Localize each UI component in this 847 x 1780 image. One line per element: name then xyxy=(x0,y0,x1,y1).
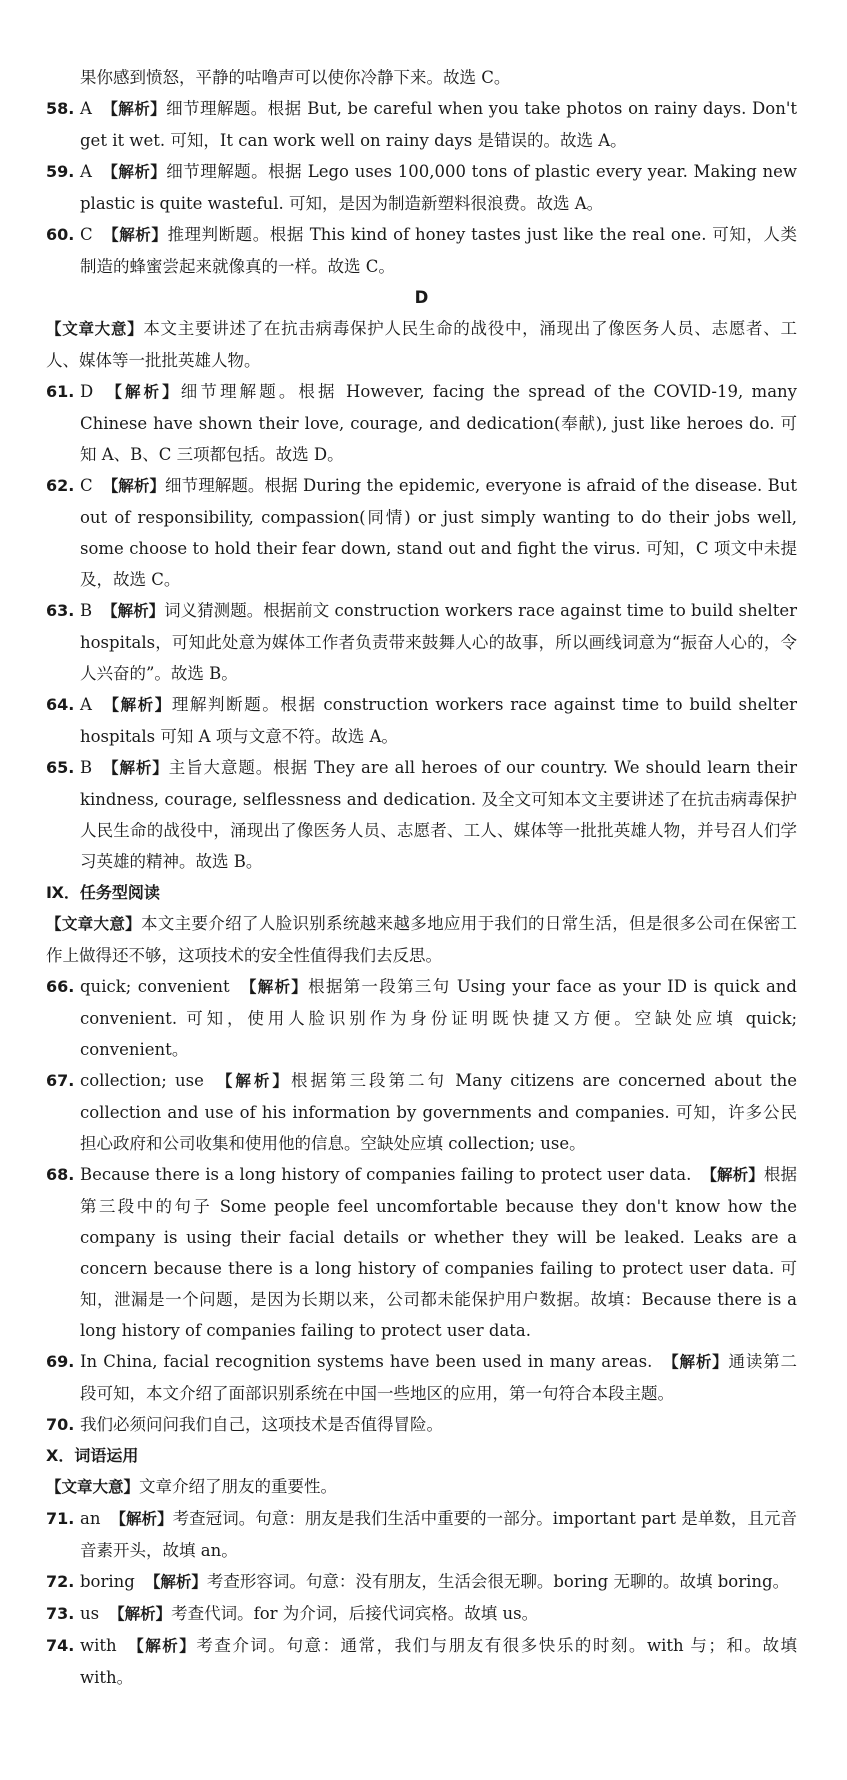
analysis-text: 考查冠词。句意：朋友是我们生活中重要的一部分。important part 是单数，且元音音素开头，故填 an。 xyxy=(80,1509,797,1560)
answer-choice: D xyxy=(80,382,94,401)
question-number: 72. xyxy=(46,1572,75,1591)
analysis-text: 考查代词。for 为介词，后接代词宾格。故填 us。 xyxy=(171,1604,539,1623)
analysis-text: 主旨大意题。根据 They are all heroes of our country. We should learn their kindness, courage, selflessness and dedication. 及全文可知本文主要讲述了在抗击病毒保护人民生命的战役中，涌现出了像医务人员、志愿者、工人、媒体等一批批英雄人物，并号召人们学习英雄的精神。故选 B。 xyxy=(80,758,797,871)
answer-entry-72 xyxy=(46,1566,797,1598)
analysis-text: 考查形容词。句意：没有朋友，生活会很无聊。boring 无聊的。故填 boring。 xyxy=(206,1572,790,1591)
question-number: 65. xyxy=(46,758,75,777)
analysis-text: 通读第二段可知，本文介绍了面部识别系统在中国一些地区的应用，第一句符合本段主题。 xyxy=(80,1352,797,1403)
answer-text: boring xyxy=(80,1572,135,1591)
answer-entry-61 xyxy=(46,376,797,470)
answer-choice: C xyxy=(80,476,93,495)
answer-entry-69 xyxy=(46,1346,797,1409)
section-x-heading: Ⅹ．词语运用 xyxy=(46,1446,139,1465)
answer-text: 我们必须问问我们自己，这项技术是否值得冒险。 xyxy=(80,1415,443,1434)
question-number: 71. xyxy=(46,1509,75,1528)
question-number: 63. xyxy=(46,601,75,620)
question-number: 74. xyxy=(46,1636,75,1655)
analysis-tag: 【解析】 xyxy=(213,1072,291,1090)
analysis-text: 理解判断题。根据 construction workers race against time to build shelter hospitals 可知 A 项与文意不符。故选 A。 xyxy=(80,695,797,746)
summary-tag: 【文章大意】 xyxy=(46,1478,140,1496)
summary-text: 本文主要介绍了人脸识别系统越来越多地应用于我们的日常生活，但是很多公司在保密工作上做得还不够，这项技术的安全性值得我们去反思。 xyxy=(46,914,797,965)
analysis-tag: 【解析】 xyxy=(126,1637,197,1655)
answer-entry-67 xyxy=(46,1065,797,1159)
analysis-tag: 【解析】 xyxy=(102,226,168,244)
analysis-tag: 【解析】 xyxy=(102,602,165,620)
answer-entry-59 xyxy=(46,156,797,219)
analysis-tag: 【解析】 xyxy=(109,1605,172,1623)
analysis-tag: 【解析】 xyxy=(102,759,169,777)
question-number: 67. xyxy=(46,1071,75,1090)
summary-text: 本文主要讲述了在抗击病毒保护人民生命的战役中，涌现出了像医务人员、志愿者、工人、媒体等一批批英雄人物。 xyxy=(46,319,797,370)
analysis-text: 细节理解题。根据 Lego uses 100,000 tons of plastic every year. Making new plastic is quite wasteful. 可知，是因为制造新塑料很浪费。故选 A。 xyxy=(80,162,797,213)
analysis-tag: 【解析】 xyxy=(662,1353,729,1371)
analysis-tag: 【解析】 xyxy=(101,163,167,181)
question-number: 62. xyxy=(46,476,75,495)
answer-text: us xyxy=(80,1604,100,1623)
answer-entry-63 xyxy=(46,595,797,689)
question-number: 73. xyxy=(46,1604,75,1623)
answer-choice: C xyxy=(80,225,93,244)
answer-text: quick; convenient xyxy=(80,977,230,996)
analysis-text: 细节理解题。根据 During the epidemic, everyone is afraid of the disease. But out of responsibility, compassion(同情) or just simply wanting to do their jobs well, some choose to hold their fear down, stand out and fight the virus. 可知，C 项文中未提及，故选 C。 xyxy=(80,476,797,589)
summary-tag: 【文章大意】 xyxy=(46,915,141,933)
analysis-tag: 【解析】 xyxy=(239,978,309,996)
analysis-text: 考查介词。句意：通常，我们与朋友有很多快乐的时刻。with 与；和。故填 with。 xyxy=(80,1636,797,1687)
answer-choice: A xyxy=(80,99,92,118)
answer-entry-74 xyxy=(46,1630,797,1693)
analysis-text: 词义猜测题。根据前文 construction workers race against time to build shelter hospitals，可知此处意为媒体工作者负责带来鼓舞人心的故事，所以画线词意为“振奋人心的，令人兴奋的”。故选 B。 xyxy=(80,601,797,683)
question-number: 68. xyxy=(46,1165,75,1184)
summary-text: 文章介绍了朋友的重要性。 xyxy=(139,1477,338,1496)
answer-entry-66 xyxy=(46,971,797,1065)
answer-text: Because there is a long history of companies failing to protect user data. xyxy=(80,1165,692,1184)
answer-entry-60 xyxy=(46,219,797,282)
question-number: 60. xyxy=(46,225,75,244)
analysis-tag: 【解析】 xyxy=(102,477,166,495)
answer-entry-73 xyxy=(46,1598,797,1630)
answer-choice: B xyxy=(80,601,93,620)
analysis-text: 根据第三段第二句 Many citizens are concerned about the collection and use of his information by governments and companies. 可知，许多公民担心政府和公司收集和使用他的信息。空缺处应填 collection; use。 xyxy=(80,1071,797,1153)
answer-text: with xyxy=(80,1636,117,1655)
answer-entry-64 xyxy=(46,689,797,752)
analysis-tag: 【解析】 xyxy=(101,100,167,118)
analysis-text: 细节理解题。根据 However, facing the spread of the COVID-19, many Chinese have shown their love, courage, and dedication(奉献), just like heroes do. 可知 A、B、C 三项都包括。故选 D。 xyxy=(80,382,797,464)
answer-entry-65 xyxy=(46,752,797,877)
answer-choice: A xyxy=(80,162,92,181)
answer-choice: A xyxy=(80,695,92,714)
answer-entry-68 xyxy=(46,1159,797,1346)
question-number: 70. xyxy=(46,1415,75,1434)
analysis-text: 根据第三段中的句子 Some people feel uncomfortable because they don't know how the company is using their facial details or whether they will be leaked. Leaks are a concern because there is a long history of companies failing to protect user data. 可知，泄漏是一个问题，是因为长期以来，公司都未能保护用户数据。故填：Because there is a long history of companies failing to protect user data. xyxy=(80,1165,797,1340)
analysis-tag: 【解析】 xyxy=(144,1573,207,1591)
answer-entry-58 xyxy=(46,93,797,156)
analysis-tag: 【解析】 xyxy=(101,696,172,714)
analysis-tag: 【解析】 xyxy=(701,1166,764,1184)
analysis-text: 细节理解题。根据 But, be careful when you take photos on rainy days. Don't get it wet. 可知，It can work well on rainy days 是错误的。故选 A。 xyxy=(80,99,797,150)
question-number: 69. xyxy=(46,1352,75,1371)
analysis-tag: 【解析】 xyxy=(103,383,181,401)
answer-text: collection; use xyxy=(80,1071,204,1090)
answer-entry-62 xyxy=(46,470,797,595)
answer-entry-70 xyxy=(46,1409,797,1440)
question-number: 66. xyxy=(46,977,75,996)
intro-continuation: 果你感到愤怒，平静的咕噜声可以使你冷静下来。故选 C。 xyxy=(80,68,511,87)
question-number: 61. xyxy=(46,382,75,401)
answer-text: an xyxy=(80,1509,101,1528)
analysis-tag: 【解析】 xyxy=(110,1510,173,1528)
section-d-summary xyxy=(46,313,797,376)
question-number: 64. xyxy=(46,695,75,714)
analysis-text: 根据第一段第三句 Using your face as your ID is quick and convenient. 可知，使用人脸识别作为身份证明既快捷又方便。空缺处应填 quick; convenient。 xyxy=(80,977,797,1059)
answer-entry-71 xyxy=(46,1503,797,1566)
answer-text: In China, facial recognition systems have been used in many areas. xyxy=(80,1352,653,1371)
analysis-text: 推理判断题。根据 This kind of honey tastes just like the real one. 可知，人类制造的蜂蜜尝起来就像真的一样。故选 C。 xyxy=(80,225,797,276)
section-ix-heading: Ⅸ．任务型阅读 xyxy=(46,883,160,902)
summary-tag: 【文章大意】 xyxy=(46,320,144,338)
section-d-title: D xyxy=(414,288,429,307)
answer-choice: B xyxy=(80,758,93,777)
section-x-summary xyxy=(46,1471,797,1503)
question-number: 59. xyxy=(46,162,75,181)
section-ix-summary xyxy=(46,908,797,971)
question-number: 58. xyxy=(46,99,75,118)
